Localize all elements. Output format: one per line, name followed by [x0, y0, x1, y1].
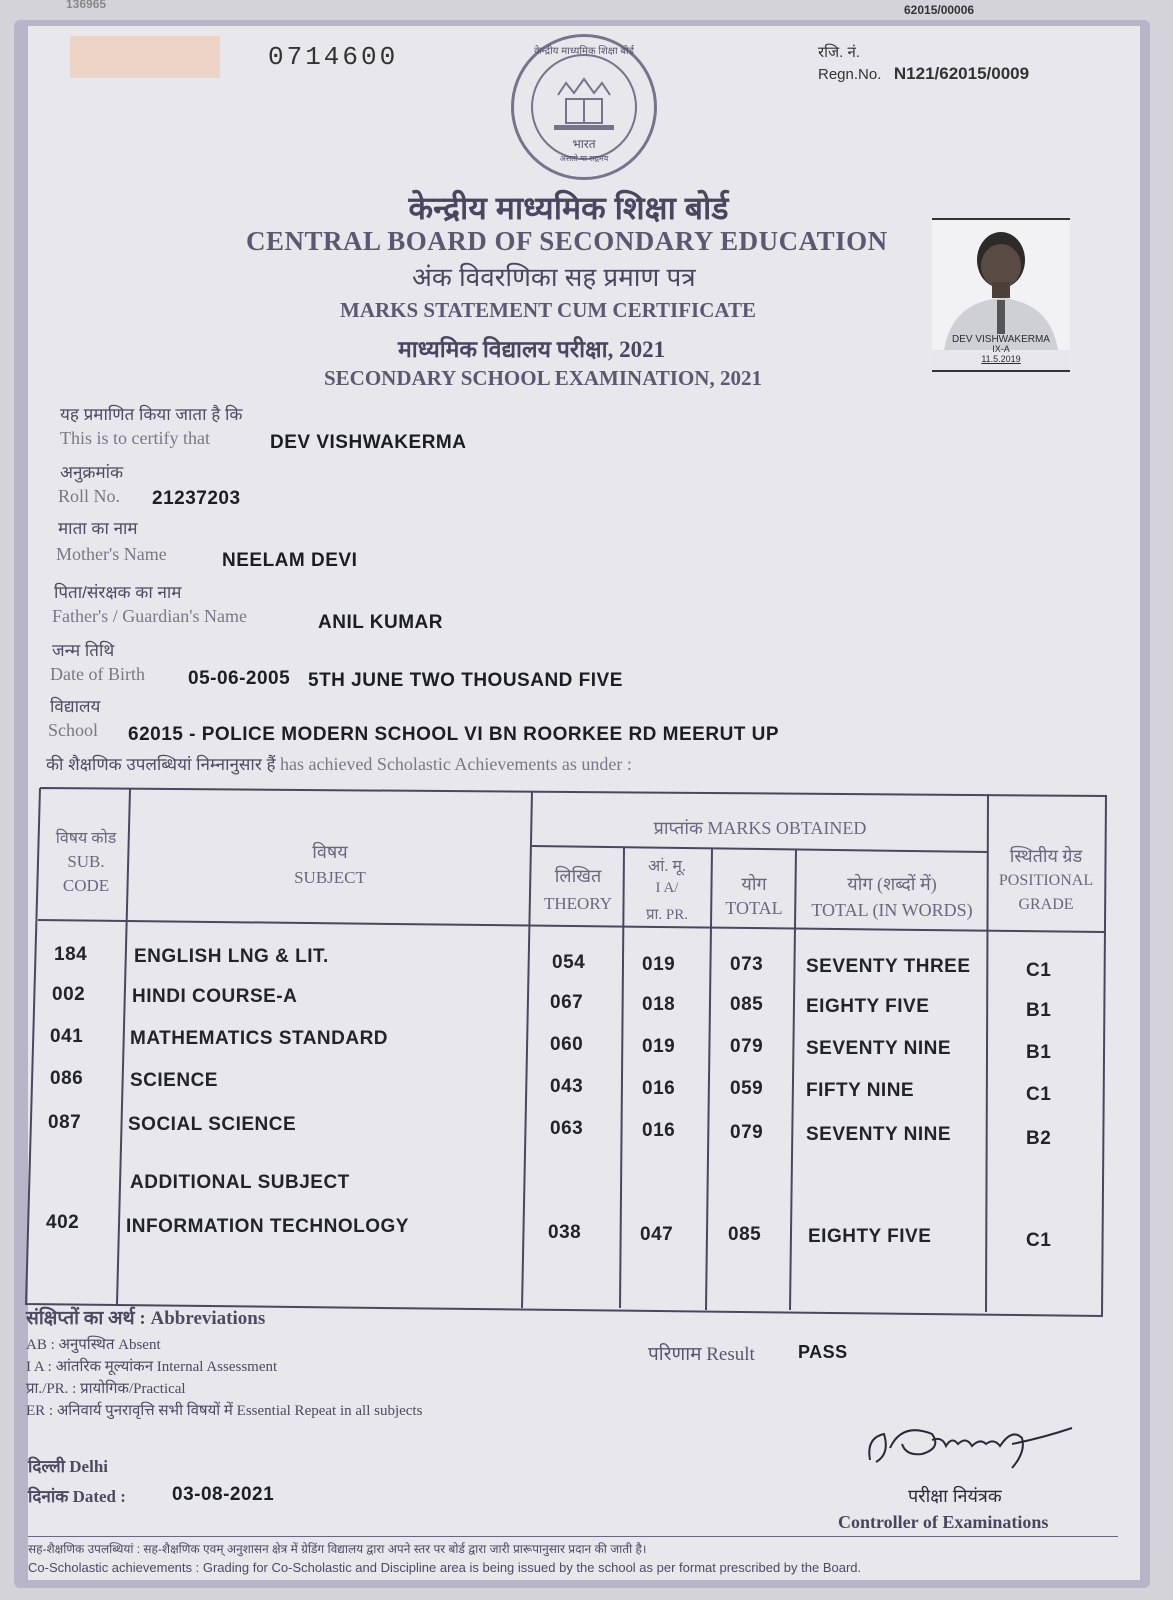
row-words: SEVENTY THREE — [806, 956, 971, 977]
seal-top-text: केन्द्रीय माध्यमिक शिक्षा बोर्ड — [534, 46, 634, 57]
row-ia: 016 — [642, 1078, 676, 1099]
header-marks-hindi: प्राप्तांक — [653, 818, 703, 838]
controller-hindi: परीक्षा नियंत्रक — [908, 1486, 1002, 1506]
header-grade-en1: POSITIONAL — [998, 872, 1094, 889]
row-total: 085 — [730, 994, 764, 1015]
row-code: 086 — [50, 1068, 84, 1089]
header-words-english: TOTAL (IN WORDS) — [811, 900, 973, 920]
row-words: SEVENTY NINE — [806, 1038, 952, 1059]
footer-hindi: सह-शैक्षणिक उपलब्धियां : सह-शैक्षणिक एवम् अनुशासन क्षेत्र में ग्रेडिंग विद्यालय द्वारा अपने स्तर पर बोर्ड द्वारा जारी प्रारूपानुसार प्रदान की जाती है। — [28, 1542, 647, 1556]
roll-hindi-label: अनुक्रमांक — [60, 463, 124, 482]
row-code: 041 — [50, 1026, 84, 1047]
place-english: Delhi — [69, 1457, 109, 1476]
row-ia: 047 — [640, 1224, 674, 1245]
row-total: 073 — [730, 954, 764, 975]
row-subject: ENGLISH LNG & LIT. — [134, 946, 329, 967]
dob-value: 05-06-2005 — [188, 668, 291, 689]
row-ia: 018 — [642, 994, 676, 1015]
row-total: 079 — [730, 1036, 764, 1057]
top-left-number: 136965 — [66, 0, 107, 11]
header-theory-english: THEORY — [544, 894, 612, 913]
place — [28, 1454, 108, 1477]
row-grade: C1 — [1026, 1084, 1052, 1105]
row-grade: B1 — [1026, 1000, 1052, 1021]
row-subject: HINDI COURSE-A — [132, 986, 298, 1007]
row-total: 085 — [728, 1224, 762, 1245]
row-grade: C1 — [1026, 960, 1052, 981]
serial-number: 0714600 — [268, 42, 399, 72]
row-subject: MATHEMATICS STANDARD — [130, 1028, 389, 1049]
controller-signature — [862, 1408, 1082, 1478]
row-theory: 038 — [548, 1222, 582, 1243]
row-words: EIGHTY FIVE — [808, 1226, 932, 1247]
header-code-hindi: विषय कोड — [55, 830, 117, 847]
achievement-english: has achieved Scholastic Achievements as under : — [279, 754, 632, 774]
doc-hindi-title: अंक विवरणिका सह प्रमाण पत्र — [412, 262, 696, 292]
row-code: 087 — [48, 1112, 82, 1133]
additional-subject-label: ADDITIONAL SUBJECT — [130, 1172, 350, 1193]
mother-name: NEELAM DEVI — [222, 550, 358, 571]
result-value: PASS — [798, 1342, 848, 1362]
mother-hindi-label: माता का नाम — [58, 519, 138, 538]
roll-english-label: Roll No. — [58, 486, 121, 506]
abbreviation-item: ER : अनिवार्य पुनरावृत्ति सभी विषयों में Essential Repeat in all subjects — [26, 1403, 423, 1419]
row-code: 002 — [52, 984, 86, 1005]
row-ia: 019 — [642, 954, 676, 975]
exam-english-title: SECONDARY SCHOOL EXAMINATION, 2021 — [324, 366, 762, 390]
father-hindi-label: पिता/संरक्षक का नाम — [54, 583, 182, 602]
controller-english: Controller of Examinations — [838, 1512, 1049, 1532]
father-name: ANIL KUMAR — [318, 612, 443, 633]
abbreviation-item: I A : आंतरिक मूल्यांकन Internal Assessment — [26, 1359, 278, 1375]
row-theory: 043 — [550, 1076, 584, 1097]
seal-bottom-text: असतो मा सद्गमय — [559, 154, 609, 163]
dob-words: 5TH JUNE TWO THOUSAND FIVE — [308, 670, 623, 691]
row-words: SEVENTY NINE — [806, 1124, 952, 1145]
school-hindi-label: विद्यालय — [50, 697, 101, 716]
footer-english: Co-Scholastic achievements : Grading for Co-Scholastic and Discipline area is being issued by the school as per format prescribed by the Board. — [28, 1560, 862, 1575]
footer-divider — [28, 1536, 1118, 1537]
row-subject: INFORMATION TECHNOLOGY — [126, 1216, 409, 1237]
row-words: FIFTY NINE — [806, 1080, 915, 1101]
abbreviation-item: प्रा./PR. : प्रायोगिक/Practical — [26, 1381, 186, 1397]
row-total: 059 — [730, 1078, 764, 1099]
abbreviations-title-hindi: संक्षिप्तों का अर्थ : — [26, 1308, 146, 1329]
header-theory-hindi: लिखित — [554, 866, 602, 886]
dob-hindi-label: जन्म तिथि — [52, 641, 115, 660]
result-label: परिणाम Result — [648, 1344, 755, 1365]
header-code-en2: CODE — [62, 876, 110, 895]
header-grade-hindi: स्थितीय ग्रेड — [1009, 846, 1083, 866]
board-english-name: CENTRAL BOARD OF SECONDARY EDUCATION — [246, 226, 888, 256]
row-ia: 016 — [642, 1120, 676, 1141]
father-english-label: Father's / Guardian's Name — [52, 606, 247, 626]
row-subject: SCIENCE — [130, 1070, 218, 1091]
certify-english-label: This is to certify that — [60, 428, 210, 448]
photo-caption-class: IX-A — [992, 344, 1010, 354]
row-theory: 054 — [552, 952, 586, 973]
exam-hindi-title: माध्यमिक विद्यालय परीक्षा, 2021 — [398, 337, 666, 362]
row-grade: C1 — [1026, 1230, 1052, 1251]
school-name: 62015 - POLICE MODERN SCHOOL VI BN ROORKEE RD MEERUT UP — [128, 724, 780, 745]
school-english-label: School — [48, 720, 99, 740]
roll-number: 21237203 — [152, 488, 241, 509]
dated-value: 03-08-2021 — [172, 1484, 275, 1505]
header-marks-english: MARKS OBTAINED — [707, 818, 867, 838]
row-ia: 019 — [642, 1036, 676, 1057]
abbreviations-title-english: Abbreviations — [150, 1308, 266, 1329]
row-code: 184 — [54, 944, 88, 965]
place-hindi: दिल्ली — [28, 1457, 66, 1476]
header-ia-practical: प्रा. PR. — [645, 907, 689, 923]
header-subject-hindi: विषय — [312, 842, 348, 862]
header-ia-hindi: आं. मू. — [648, 858, 686, 875]
mother-english-label: Mother's Name — [56, 544, 167, 564]
abbreviation-item: AB : अनुपस्थित Absent — [26, 1337, 161, 1353]
row-grade: B1 — [1026, 1042, 1052, 1063]
row-grade: B2 — [1026, 1128, 1052, 1149]
row-theory: 067 — [550, 992, 584, 1013]
certify-hindi-label: यह प्रमाणित किया जाता है कि — [60, 405, 243, 424]
photo-caption-date: 11.5.2019 — [981, 354, 1021, 364]
header-subject-english: SUBJECT — [294, 868, 366, 887]
header-total-hindi: योग — [741, 874, 767, 894]
row-words: EIGHTY FIVE — [806, 996, 930, 1017]
board-hindi-name: केन्द्रीय माध्यमिक शिक्षा बोर्ड — [408, 190, 729, 226]
header-grade-en2: GRADE — [1018, 896, 1074, 913]
header-total-english: TOTAL — [725, 898, 783, 918]
student-name: DEV VISHWAKERMA — [270, 432, 467, 453]
top-right-number: 62015/00006 — [904, 3, 975, 17]
row-total: 079 — [730, 1122, 764, 1143]
doc-english-title: MARKS STATEMENT CUM CERTIFICATE — [340, 298, 757, 322]
row-theory: 060 — [550, 1034, 584, 1055]
header-words-hindi: योग (शब्दों में) — [847, 874, 937, 894]
regn-hindi-label: रजि. नं. — [818, 44, 860, 61]
row-subject: SOCIAL SCIENCE — [128, 1114, 297, 1135]
row-code: 402 — [46, 1212, 80, 1233]
row-theory: 063 — [550, 1118, 584, 1139]
photo-caption-name: DEV VISHWAKERMA — [952, 334, 1050, 345]
abbreviations-title — [26, 1304, 265, 1330]
header-ia-english: I A/ — [655, 880, 679, 896]
header-code-en1: SUB. — [67, 852, 105, 871]
regn-number: N121/62015/0009 — [893, 64, 1030, 83]
seal-center-text: भारत — [572, 137, 596, 151]
dob-english-label: Date of Birth — [50, 664, 145, 684]
dated-label: दिनांक Dated : — [28, 1487, 126, 1506]
regn-english-label: Regn.No. — [818, 66, 882, 83]
achievement-hindi: की शैक्षणिक उपलब्धियां निम्नानुसार हैं — [46, 755, 276, 774]
header-marks — [532, 816, 988, 840]
